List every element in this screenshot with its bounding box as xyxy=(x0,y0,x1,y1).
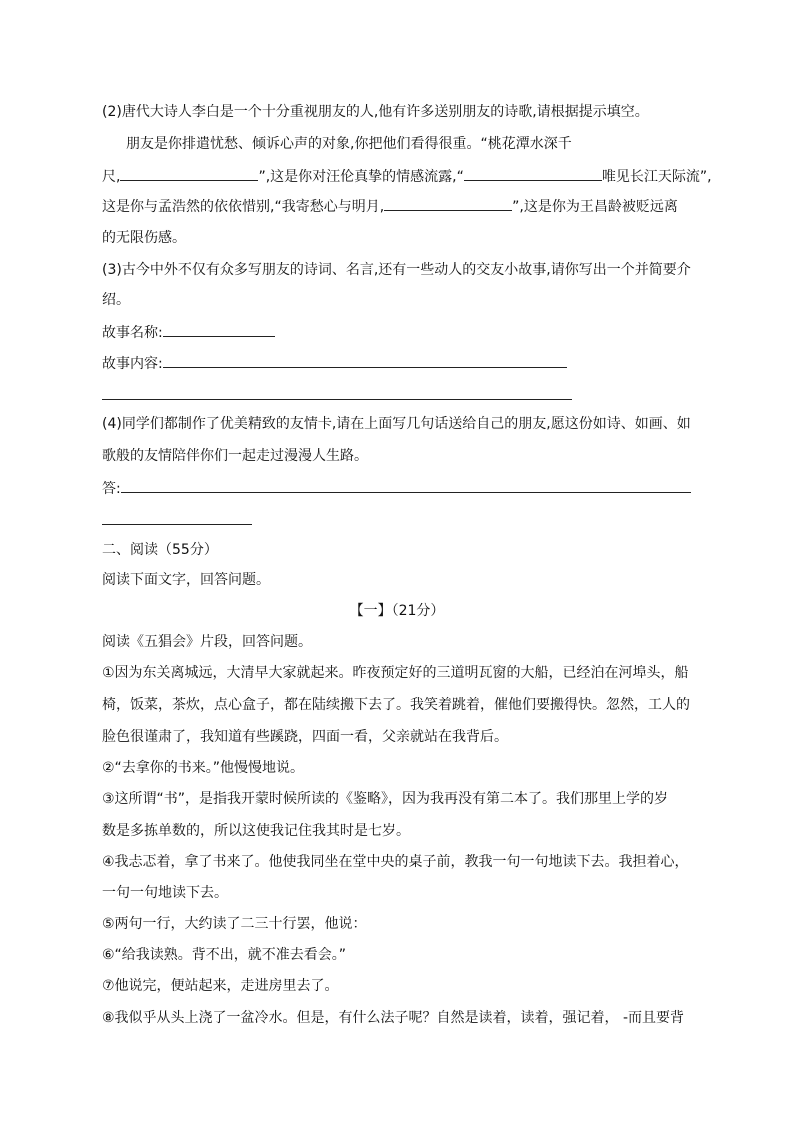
question-2-line-3 xyxy=(102,196,678,217)
question-4-prompt: (4)同学们都制作了优美精致的友情卡,请在上面写几句话送给自己的朋友,愿这份如诗、如画、如 xyxy=(102,416,691,432)
text-segment: 尺, xyxy=(102,169,121,185)
story-name-blank[interactable] xyxy=(163,322,275,337)
answer-label: 答: xyxy=(102,481,121,497)
story-name-label: 故事名称: xyxy=(102,325,163,341)
story-content-row xyxy=(102,353,567,374)
passage-line: 脸色很谨肃了，我知道有些蹊跷，四面一看，父亲就站在我背后。 xyxy=(102,729,508,745)
passage-line: ④我忐忑着，拿了书来了。他使我同坐在堂中央的桌子前，教我一句一句地读下去。我担着心， xyxy=(102,854,689,870)
part-1-title: 【一】（21分） xyxy=(349,603,445,619)
passage-line: ⑧我似乎从头上浇了一盆冷水。但是，有什么法子呢？自然是读着，读着，强记着， -而且要背 xyxy=(102,1010,685,1026)
question-2-line-1: 朋友是你排遣忧愁、倾诉心声的对象,你把他们看得很重。“桃花潭水深千 xyxy=(126,136,572,152)
question-3-prompt: (3)古今中外不仅有众多写朋友的诗词、名言,还有一些动人的交友小故事,请你写出一个并简要介 xyxy=(102,262,691,278)
passage-line: 一句一句地读下去。 xyxy=(102,885,228,901)
passage-line: ⑤两句一行，大约读了二三十行罢，他说： xyxy=(102,916,367,932)
passage-line: ②“去拿你的书来。”他慢慢地说。 xyxy=(102,760,305,776)
section-2-instruction: 阅读下面文字，回答问题。 xyxy=(102,572,270,588)
question-2-line-2 xyxy=(102,166,712,187)
answer-blank-line-2[interactable] xyxy=(102,524,252,525)
text-segment: 唯见长江天际流”, xyxy=(601,169,712,185)
question-4-prompt-cont: 歌般的友情陪伴你们一起走过漫漫人生路。 xyxy=(102,448,368,464)
text-segment: 这是你与孟浩然的依依惜别,“我寄愁心与明月, xyxy=(102,199,385,215)
story-content-blank[interactable] xyxy=(163,353,567,368)
passage-line: ③这所谓“书”，是指我开蒙时候所读的《鉴略》，因为我再没有第二本了。我们那里上学的岁 xyxy=(102,791,669,807)
fill-blank-3[interactable] xyxy=(384,196,512,211)
fill-blank-1[interactable] xyxy=(120,166,258,181)
section-2-heading: 二、阅读（55分） xyxy=(102,542,218,558)
story-content-blank-line-2[interactable] xyxy=(102,399,572,400)
story-content-label: 故事内容: xyxy=(102,356,163,372)
question-2-line-4: 的无限伤感。 xyxy=(102,230,186,246)
story-name-row xyxy=(102,322,275,343)
question-3-prompt-cont: 绍。 xyxy=(102,292,130,308)
text-segment: ”,这是你对汪伦真挚的情感流露,“ xyxy=(258,169,464,185)
passage-line: 数是多拣单数的，所以这使我记住我其时是七岁。 xyxy=(102,823,410,839)
passage-line: ⑥“给我读熟。背不出，就不准去看会。” xyxy=(102,947,347,963)
passage-line: ⑦他说完，便站起来，走进房里去了。 xyxy=(102,978,339,994)
passage-line: 椅，饭菜，茶炊，点心盒子，都在陆续搬下去了。我笑着跳着，催他们要搬得快。忽然，工人的 xyxy=(102,697,690,713)
passage-line: ①因为东关离城远，大清早大家就起来。昨夜预定好的三道明瓦窗的大船，已经泊在河埠头，船 xyxy=(102,665,689,681)
answer-blank[interactable] xyxy=(121,478,691,493)
fill-blank-2[interactable] xyxy=(464,166,602,181)
text-segment: ”,这是你为王昌龄被贬远离 xyxy=(512,199,678,215)
question-2-prompt: (2)唐代大诗人李白是一个十分重视朋友的人,他有许多送别朋友的诗歌,请根据提示填空。 xyxy=(102,104,649,120)
passage-intro: 阅读《五猖会》片段，回答问题。 xyxy=(102,634,312,650)
answer-row xyxy=(102,478,691,499)
